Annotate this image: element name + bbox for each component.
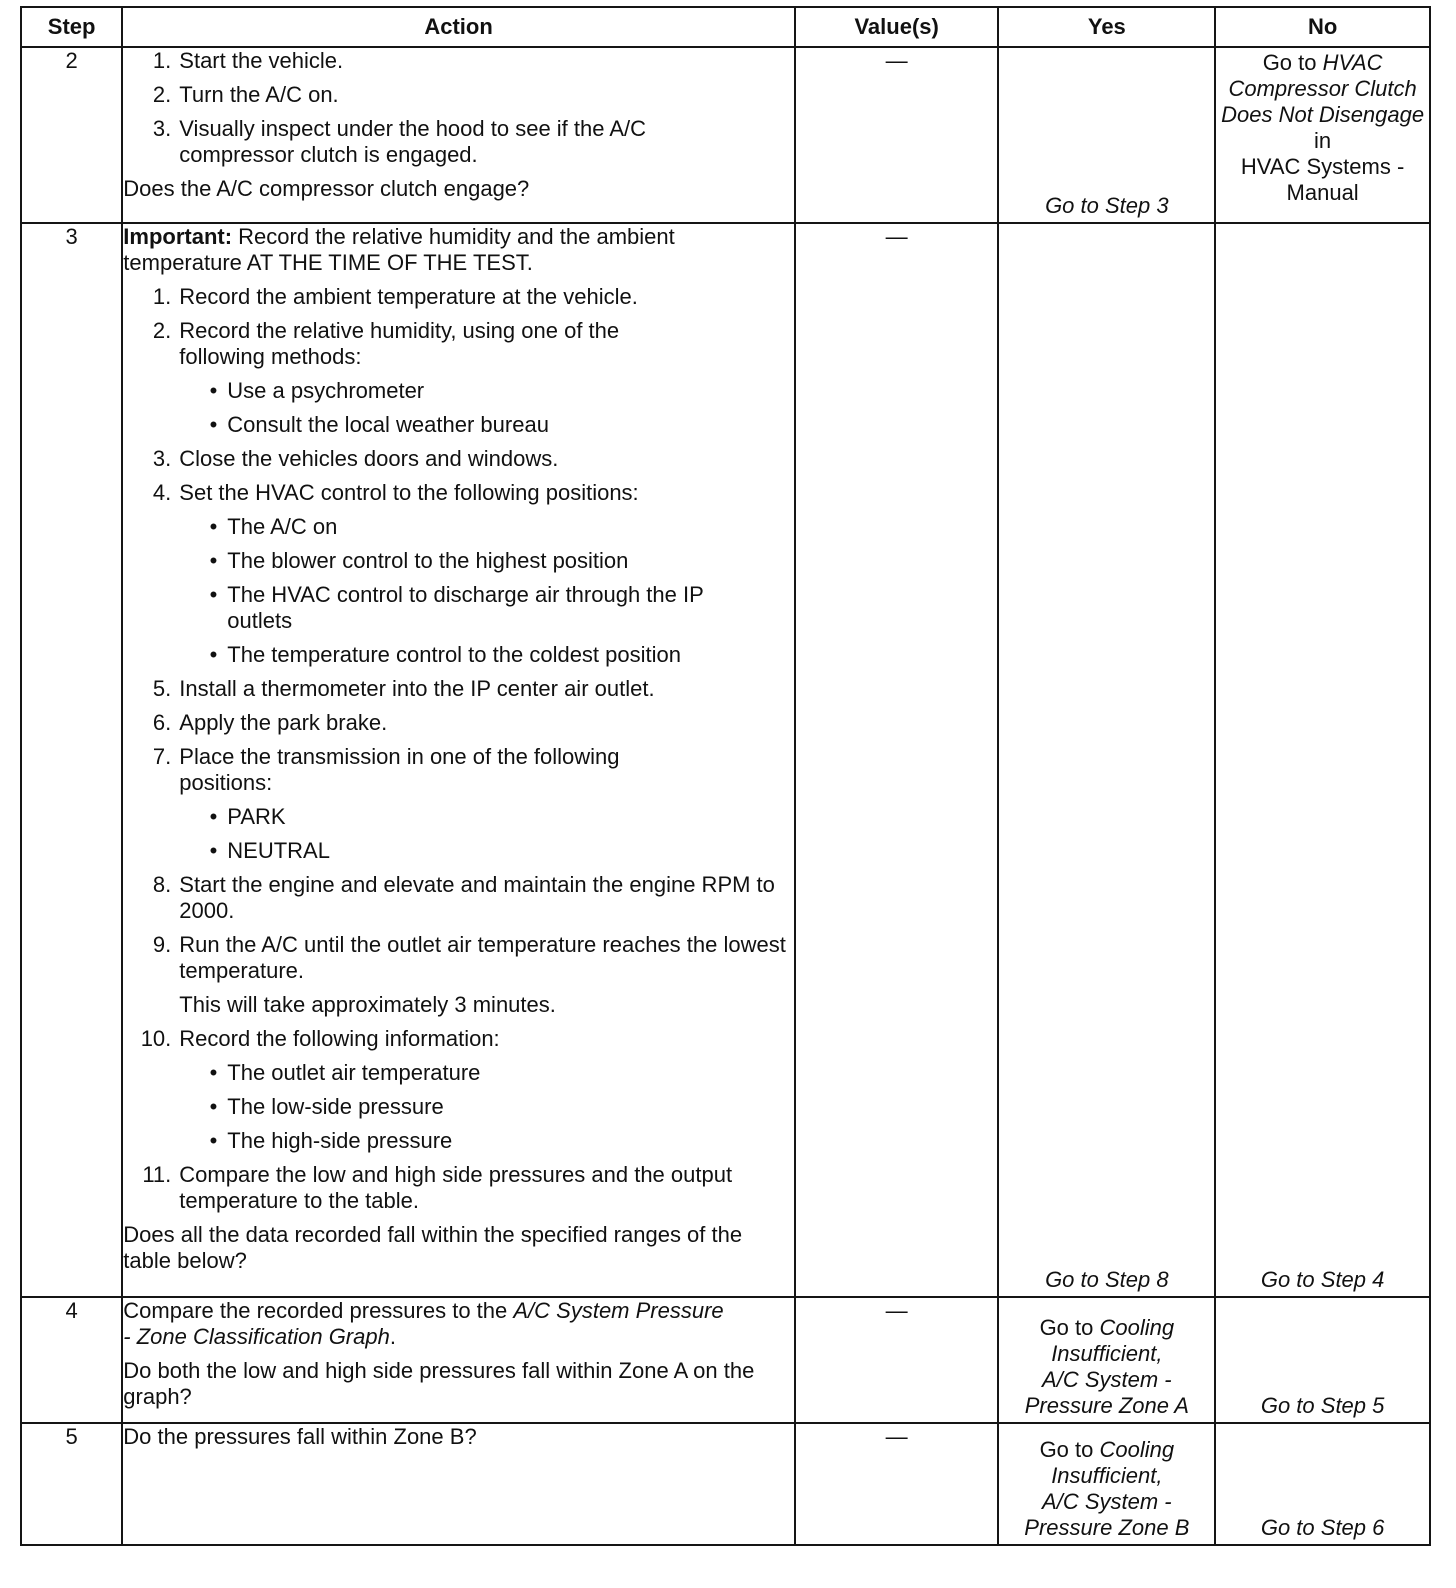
bullet-text: The temperature control to the coldest position: [227, 642, 681, 667]
compare-suffix: .: [389, 1324, 396, 1349]
yes-link[interactable]: Cooling: [1099, 1437, 1175, 1462]
question-text: Do both the low and high side pressures fall within Zone A on the graph?: [123, 1358, 755, 1409]
list-item: [123, 116, 794, 168]
bullet-text: The HVAC control to discharge air through the IP outlets: [227, 582, 704, 633]
question-text: Do the pressures fall within Zone B?: [123, 1424, 477, 1449]
item-number: 9.: [152, 932, 172, 957]
item-number: 6.: [152, 710, 172, 735]
table-row-step-3: [21, 223, 1430, 1297]
list-item: [123, 1026, 794, 1052]
yes-link[interactable]: Go to Step 3: [1045, 193, 1169, 218]
header-action: Action: [122, 7, 795, 47]
step-number: 4: [21, 1297, 122, 1423]
bullet-icon: •: [209, 1060, 218, 1085]
no-prefix: Go to: [1262, 50, 1323, 75]
bullet-item: [123, 1060, 794, 1086]
no-link[interactable]: HVAC Compressor Clutch Does Not Disengage: [1221, 50, 1425, 127]
action-cell: [122, 1297, 795, 1423]
bullet-icon: •: [209, 804, 218, 829]
bullet-icon: •: [209, 838, 218, 863]
diagnostic-table: [20, 6, 1431, 1546]
item-text: Compare the low and high side pressures and the output temperature to the table.: [179, 1162, 733, 1213]
yes-text: [999, 1437, 1214, 1541]
list-item: [123, 932, 794, 984]
item-number: 3.: [152, 116, 172, 141]
item-text: Turn the A/C on.: [179, 82, 339, 107]
item-number: 1.: [152, 48, 172, 73]
list-item: [123, 82, 794, 108]
list-item: [123, 446, 794, 472]
bullet-item: [123, 642, 794, 668]
bullet-text: Use a psychrometer: [227, 378, 425, 403]
table-row-step-5: [21, 1423, 1430, 1545]
bullet-icon: •: [209, 1128, 218, 1153]
item-number: 7.: [152, 744, 172, 769]
yes-link[interactable]: Pressure Zone A: [1024, 1393, 1189, 1418]
yes-prefix: Go to: [1039, 1437, 1100, 1462]
item-number: 10.: [140, 1026, 172, 1051]
important-text: Record the relative humidity and the ambient temperature AT THE TIME OF THE TEST.: [123, 224, 675, 275]
item-text: Record the following information:: [179, 1026, 500, 1051]
bullet-text: The low-side pressure: [227, 1094, 444, 1119]
item-number: 2.: [152, 82, 172, 107]
item-text: Visually inspect under the hood to see if the A/C compressor clutch is engaged.: [179, 116, 647, 167]
yes-prefix: Go to: [1039, 1315, 1100, 1340]
no-link[interactable]: Go to Step 5: [1260, 1393, 1385, 1418]
no-suffix: HVAC Systems - Manual: [1240, 154, 1405, 205]
item-number: 1.: [152, 284, 172, 309]
item-number: 11.: [142, 1162, 172, 1187]
bullet-icon: •: [209, 642, 218, 667]
bullet-text: Consult the local weather bureau: [227, 412, 549, 437]
bullet-icon: •: [209, 548, 218, 573]
yes-cell: [998, 223, 1215, 1297]
item-number: 8.: [152, 872, 172, 897]
item-text: Record the ambient temperature at the vehicle.: [179, 284, 638, 309]
bullet-item: [123, 412, 794, 438]
value-cell: —: [795, 223, 999, 1297]
item-text: Set the HVAC control to the following positions:: [179, 480, 639, 505]
bullet-text: The high-side pressure: [227, 1128, 453, 1153]
bullet-item: [123, 514, 794, 540]
bullet-icon: •: [209, 582, 218, 607]
list-item: [123, 318, 794, 370]
item-number: 5.: [152, 676, 172, 701]
list-item: [123, 676, 794, 702]
yes-link[interactable]: A/C System -: [1042, 1489, 1172, 1514]
list-item: [123, 1162, 794, 1214]
important-label: Important:: [123, 224, 233, 249]
step-number: 5: [21, 1423, 122, 1545]
header-values: Value(s): [795, 7, 999, 47]
header-yes: Yes: [998, 7, 1215, 47]
bullet-item: [123, 838, 794, 864]
item-number: 4.: [152, 480, 172, 505]
yes-cell: [998, 1297, 1215, 1423]
yes-link[interactable]: Insufficient,: [1051, 1463, 1163, 1488]
step-number: 2: [21, 47, 122, 223]
list-item: [123, 872, 794, 924]
list-item: [123, 710, 794, 736]
item-text: Install a thermometer into the IP center air outlet.: [179, 676, 655, 701]
question-text: Does the A/C compressor clutch engage?: [123, 176, 530, 201]
header-no: No: [1215, 7, 1430, 47]
yes-link[interactable]: Go to Step 8: [1045, 1267, 1169, 1292]
no-mid: in: [1314, 128, 1332, 153]
list-item: [123, 284, 794, 310]
bullet-item: [123, 378, 794, 404]
bullet-item: [123, 1128, 794, 1154]
question-text: Does all the data recorded fall within the specified ranges of the table below?: [123, 1222, 743, 1273]
bullet-item: [123, 1094, 794, 1120]
yes-text: [999, 1315, 1214, 1419]
yes-link[interactable]: Pressure Zone B: [1024, 1515, 1190, 1540]
value-cell: —: [795, 1297, 999, 1423]
bullet-text: The A/C on: [227, 514, 338, 539]
item-text: Run the A/C until the outlet air temperature reaches the lowest temperature.: [179, 932, 786, 983]
header-row: [21, 7, 1430, 47]
no-cell: [1215, 1423, 1430, 1545]
list-item: [123, 480, 794, 506]
item-text: Start the vehicle.: [179, 48, 344, 73]
list-item: [123, 48, 794, 74]
bullet-icon: •: [209, 378, 218, 403]
value-cell: —: [795, 1423, 999, 1545]
yes-link[interactable]: Cooling: [1099, 1315, 1175, 1340]
item-number: 2.: [152, 318, 172, 343]
item-text: Place the transmission in one of the following positions:: [179, 744, 620, 795]
value-cell: —: [795, 47, 999, 223]
no-text: [1216, 50, 1429, 206]
no-link[interactable]: Go to Step 4: [1260, 1267, 1385, 1292]
bullet-icon: •: [209, 1094, 218, 1119]
step-number: 3: [21, 223, 122, 1297]
bullet-item: [123, 582, 794, 634]
item-text: Close the vehicles doors and windows.: [179, 446, 559, 471]
no-link[interactable]: Go to Step 6: [1260, 1515, 1385, 1540]
yes-cell: [998, 47, 1215, 223]
action-cell: [122, 47, 795, 223]
bullet-item: [123, 548, 794, 574]
yes-link[interactable]: Insufficient,: [1051, 1341, 1163, 1366]
compare-link[interactable]: A/C System Pressure - Zone Classification Graph: [123, 1298, 724, 1349]
compare-prefix: Compare the recorded pressures to the: [123, 1298, 514, 1323]
bullet-icon: •: [209, 514, 218, 539]
no-cell: [1215, 1297, 1430, 1423]
compare-text: [123, 1298, 794, 1350]
yes-link[interactable]: A/C System -: [1042, 1367, 1172, 1392]
action-cell: [122, 1423, 795, 1545]
table-row-step-2: [21, 47, 1430, 223]
list-item: [123, 744, 794, 796]
bullet-text: NEUTRAL: [227, 838, 330, 863]
item-text: Record the relative humidity, using one of the following methods:: [179, 318, 620, 369]
no-cell: [1215, 47, 1430, 223]
bullet-text: PARK: [227, 804, 286, 829]
item-note: This will take approximately 3 minutes.: [179, 992, 556, 1017]
no-cell: [1215, 223, 1430, 1297]
bullet-icon: •: [209, 412, 218, 437]
item-number: 3.: [152, 446, 172, 471]
action-cell: [122, 223, 795, 1297]
bullet-text: The outlet air temperature: [227, 1060, 481, 1085]
yes-cell: [998, 1423, 1215, 1545]
header-step: Step: [21, 7, 122, 47]
item-text: Start the engine and elevate and maintain the engine RPM to 2000.: [179, 872, 775, 923]
important-note: [123, 224, 794, 276]
table-row-step-4: [21, 1297, 1430, 1423]
item-text: Apply the park brake.: [179, 710, 388, 735]
bullet-item: [123, 804, 794, 830]
bullet-text: The blower control to the highest position: [227, 548, 629, 573]
